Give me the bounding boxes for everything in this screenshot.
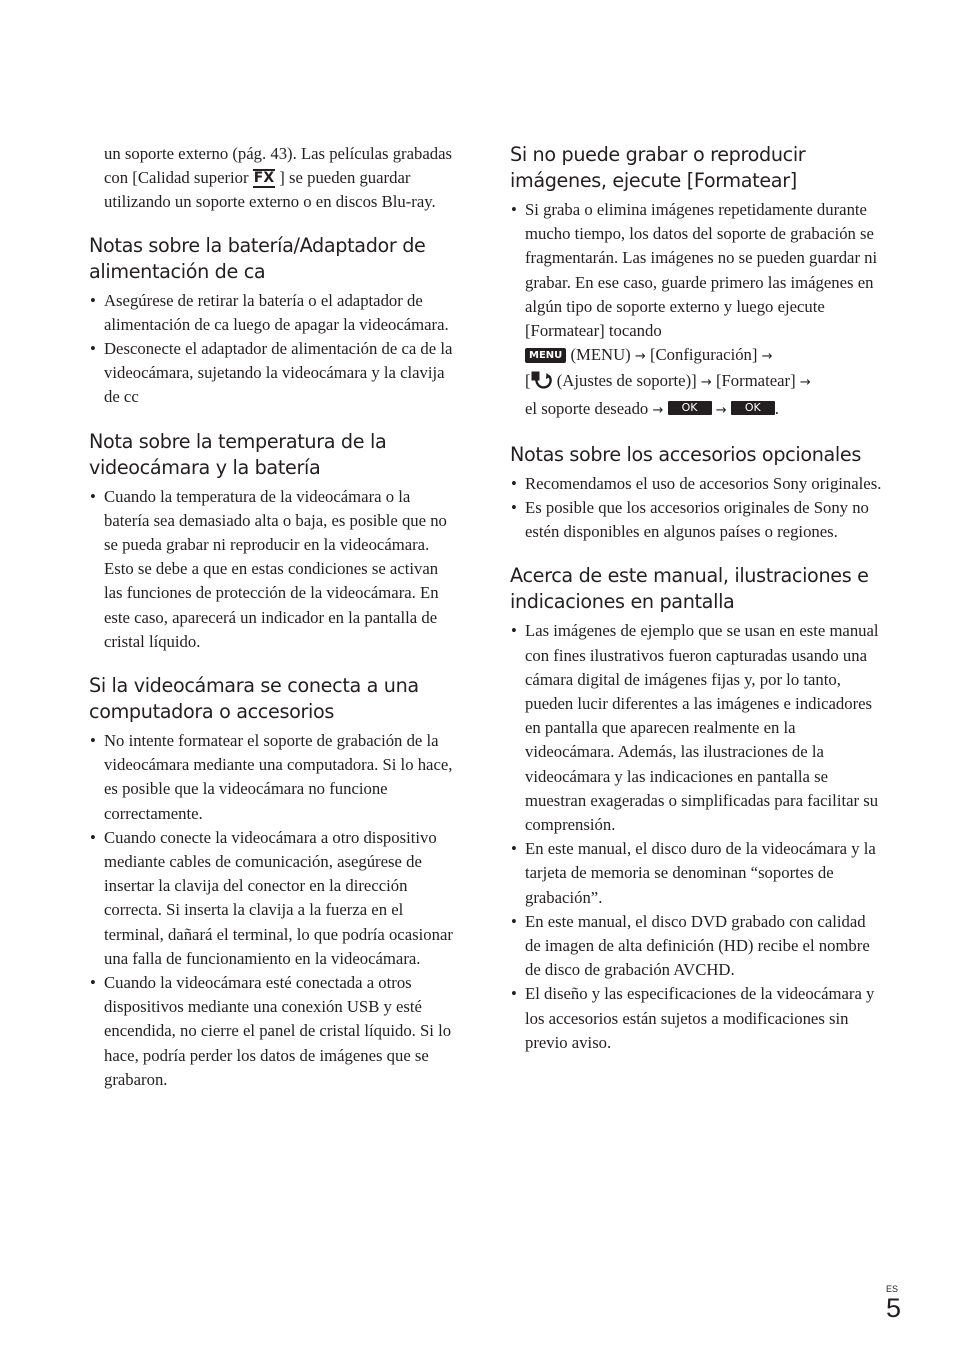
list-item: • El diseño y las especificaciones de la videocámara y los accesorios están sujetos a modificaciones sin previo aviso. [510,982,882,1055]
intro-paragraph [104,142,457,215]
list-item: • Las imágenes de ejemplo que se usan en este manual con fines ilustrativos fueron capturadas usando una cámara digital de imágenes fijas y, por lo tanto, pueden lucir diferentes a las imágenes e indicadores en pantalla que aparecen realmente en la videocámara. Además, las ilustraciones de la videocámara y las indicaciones en pantalla se muestran exageradas o simplificadas para facilitar su comprensión. [510,619,882,837]
arrow-right-icon: → [715,402,727,418]
arrow-right-icon: → [799,375,811,391]
step-config: [Configuración] [649,345,758,365]
menu-label: (MENU) [570,345,631,365]
right-column [510,142,882,1074]
list-item: • Cuando la temperatura de la videocámara o la batería sea demasiado alta o baja, es posible que no se pueda grabar ni reproducir en la videocámara. Esto se debe a que en estas condiciones se activan las funciones de protección de la videocámara. En este caso, aparecerá un indicador en la pantalla de cristal líquido. [89,485,457,654]
section-computer [89,673,457,1092]
menu-icon: MENU [525,348,566,363]
step-media: (Ajustes de soporte)] [556,371,697,391]
bullet-list [89,729,457,1092]
list-item: • Es posible que los accesorios originales de Sony no estén disponibles en algunos países o regiones. [510,496,882,544]
list-item: • Cuando la videocámara esté conectada a otros dispositivos mediante una conexión USB y esté encendida, no cierre el panel de cristal líquido. Si lo hace, podría perder los datos de imágenes que se grabaron. [89,971,457,1092]
step-target: el soporte deseado [525,398,649,418]
fx-quality-icon: FX [253,170,275,187]
arrow-right-icon: → [652,402,664,418]
page-number: 5 [885,1293,901,1323]
intro-text-end: ] se pueden guardar utilizando un soporte externo o en discos Blu-ray. [104,168,436,212]
bullet-list [89,289,457,410]
language-code: ES [885,1284,898,1294]
bullet-list [510,619,882,1055]
list-item: • Cuando conecte la videocámara a otro dispositivo mediante cables de comunicación, asegúrese de insertar la clavija del conector en la dirección correcta. Si inserta la clavija a la fuerza en el terminal, dañará el terminal, lo que podría ocasionar una falla de funcionamiento en la videocámara. [89,826,457,971]
ok-button-icon: OK [731,401,775,415]
list-item: • En este manual, el disco DVD grabado con calidad de imagen de alta definición (HD) recibe el nombre de disco de grabación AVCHD. [510,910,882,983]
list-item [510,198,882,423]
section-heading: Si la videocámara se conecta a una computadora o accesorios [89,674,419,724]
arrow-right-icon: → [700,375,712,391]
list-item: • Asegúrese de retirar la batería o el adaptador de alimentación de ca luego de apagar la videocámara. [89,289,457,337]
period: . [774,398,779,418]
section-heading: Si no puede grabar o reproducir imágenes, ejecute [Formatear] [510,143,806,192]
section-heading: Acerca de este manual, ilustraciones e indicaciones en pantalla [510,564,869,614]
bullet-list [89,485,457,654]
format-text: Si graba o elimina imágenes repetidamente durante mucho tiempo, los datos del soporte de grabación se fragmentarán. Las imágenes no se pueden guardar ni grabar. En ese caso, guarde primero las imágenes en algún tipo de soporte externo y luego ejecute [Formatear] tocando [525,200,878,341]
section-heading: Nota sobre la temperatura de la videocámara y la batería [89,429,387,479]
section-battery [89,233,457,410]
left-column [89,142,457,1111]
section-accessories [510,442,882,545]
ok-button-icon: OK [668,401,712,415]
list-item: • Recomendamos el uso de accesorios Sony originales. [510,472,882,496]
section-heading: Notas sobre los accesorios opcionales [510,442,862,466]
bullet-list [510,472,882,545]
arrow-right-icon: → [761,349,773,365]
arrow-right-icon: → [634,349,646,365]
section-heading: Notas sobre la batería/Adaptador de alimentación de ca [89,233,426,283]
section-temperature [89,429,457,654]
bullet-list [510,198,882,423]
section-manual [510,563,882,1055]
intro-text-start: un soporte externo (pág. 43). Las películas grabadas con [Calidad superior [104,144,453,188]
page-footer [886,1284,901,1322]
bracket-open: [ [525,371,531,391]
media-settings-icon [531,371,553,396]
list-item: • No intente formatear el soporte de grabación de la videocámara mediante una computadora. Si lo hace, es posible que la videocámara no funcione correctamente. [89,729,457,826]
list-item: • Desconecte el adaptador de alimentación de ca de la videocámara, sujetando la videocámara y la clavija de cc [89,337,457,410]
list-item: • En este manual, el disco duro de la videocámara y la tarjeta de memoria se denominan “soportes de grabación”. [510,837,882,910]
section-format [510,142,882,423]
step-format: [Formatear] [715,371,796,391]
